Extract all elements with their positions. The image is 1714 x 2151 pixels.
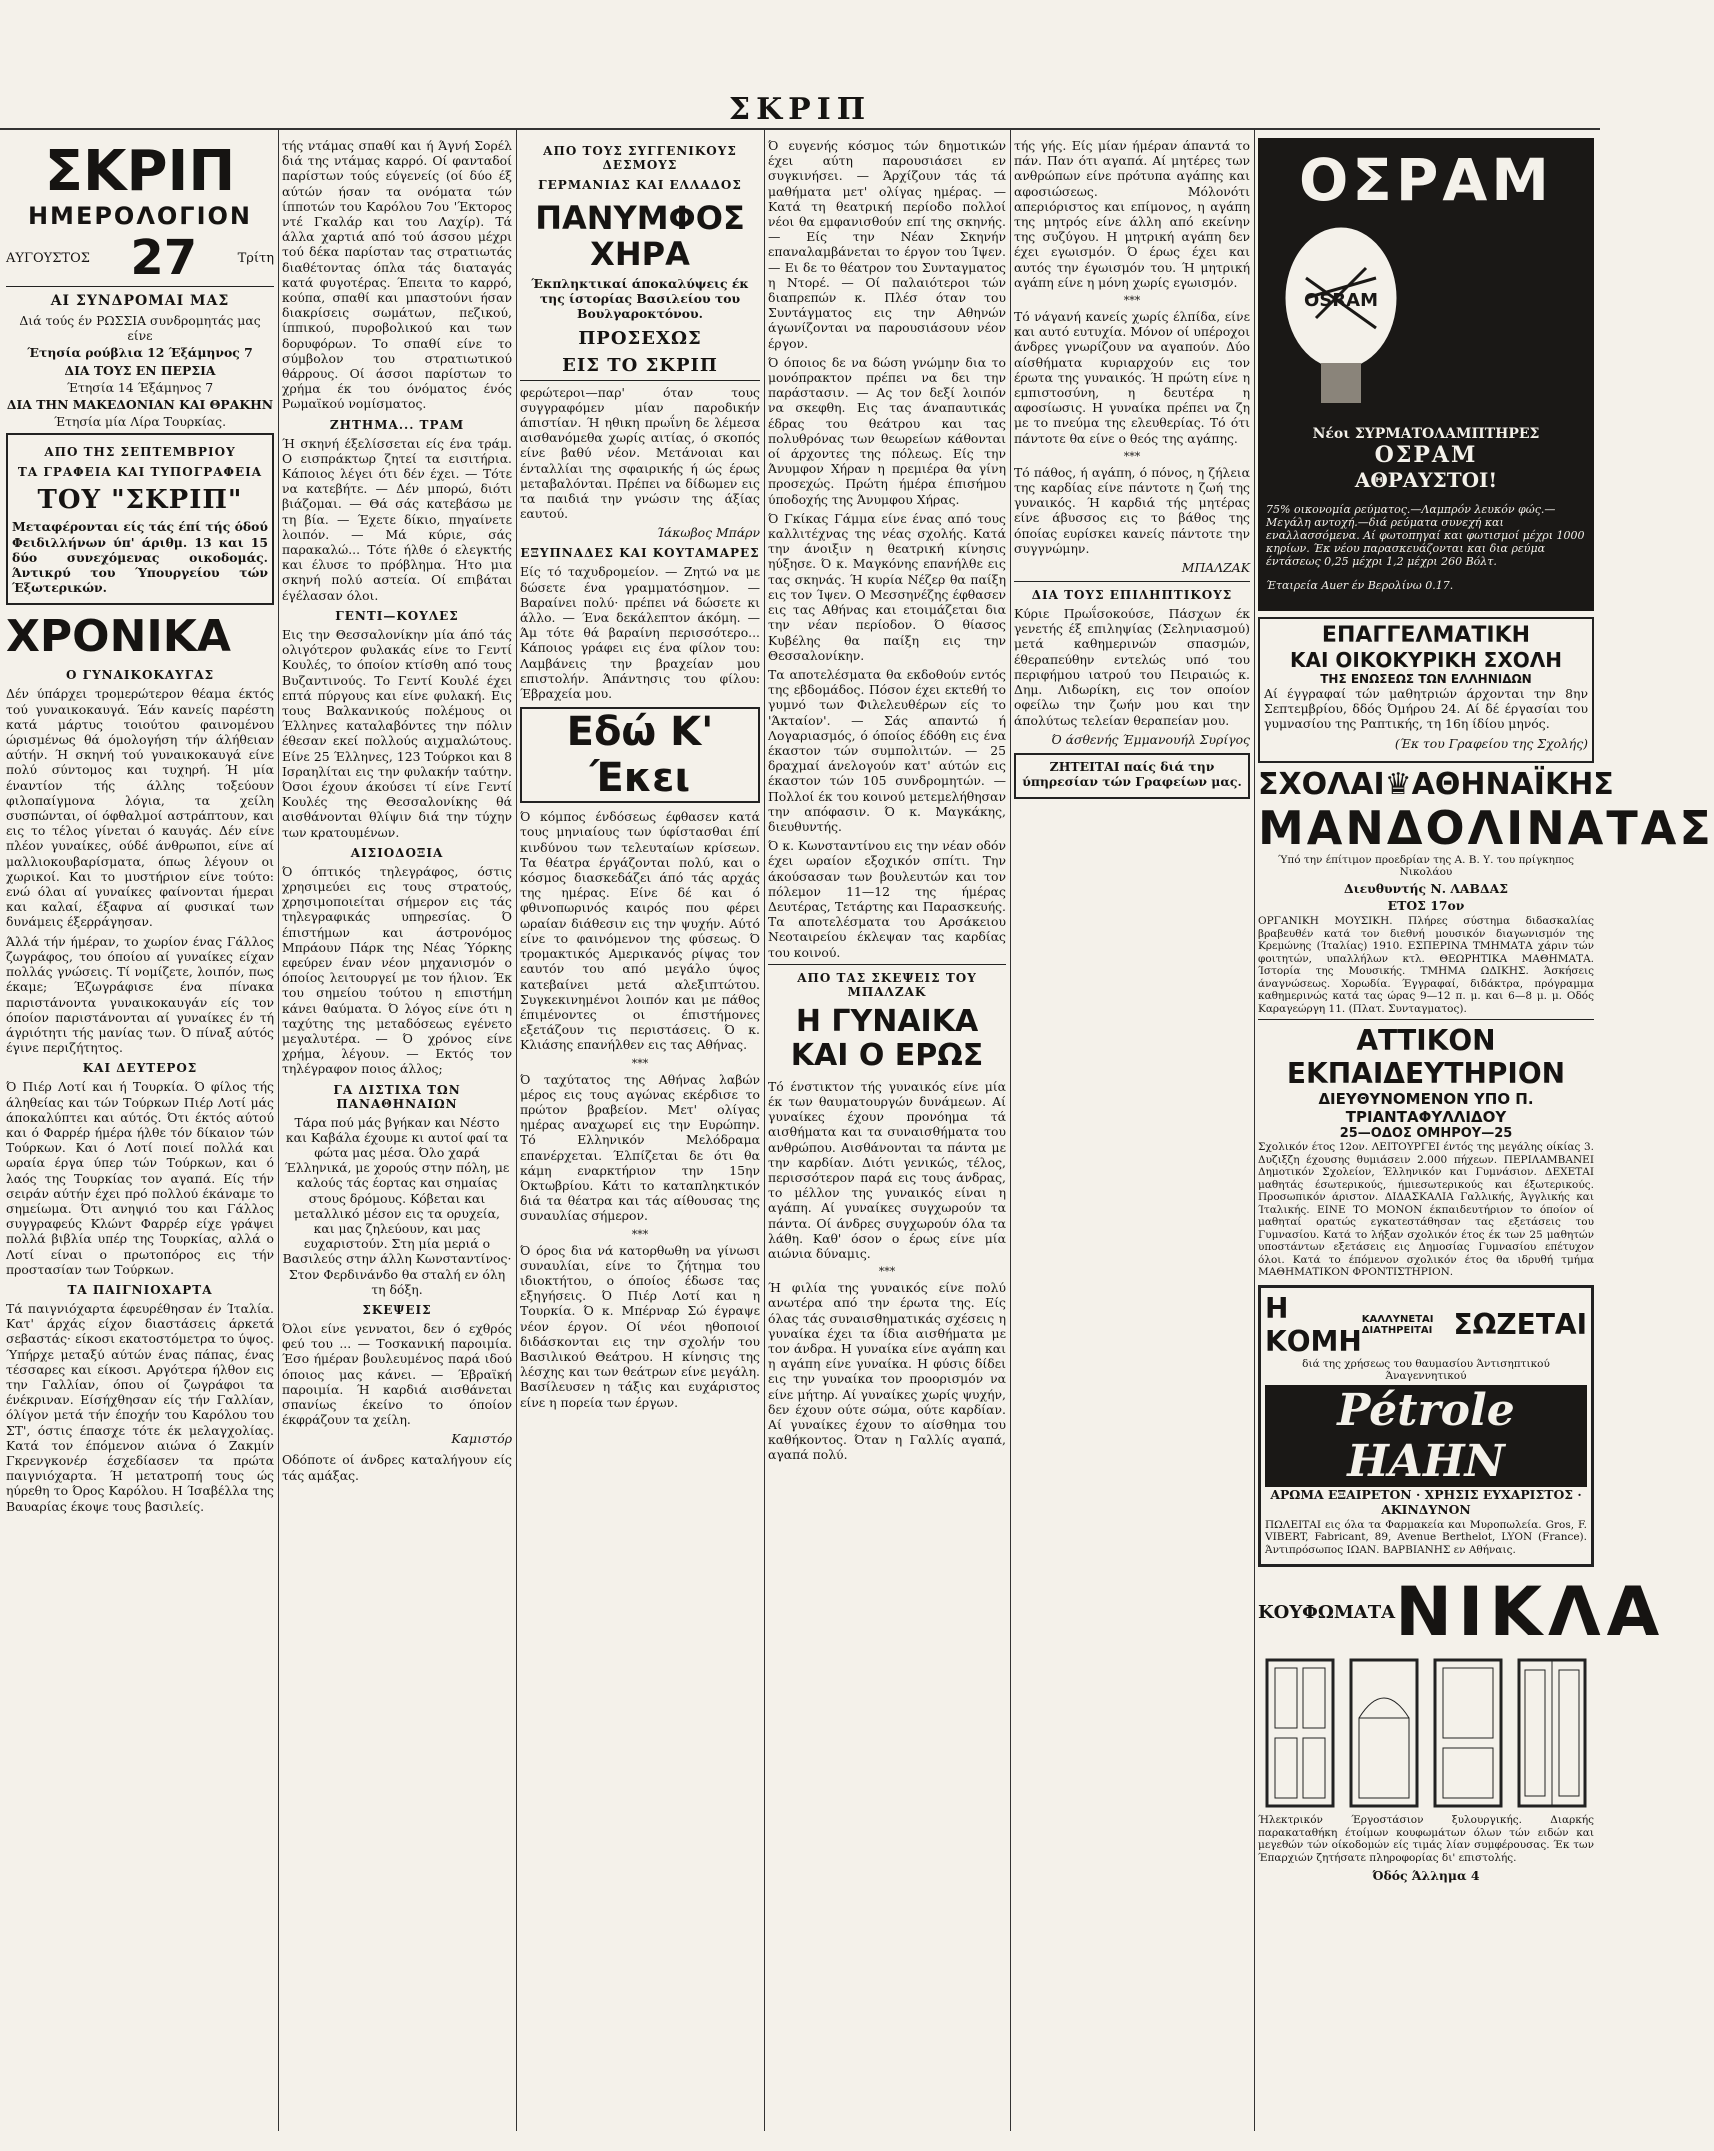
- article-heading: ΑΙΣΙΟΔΟΞΙΑ: [350, 845, 444, 860]
- ad-text: Διευθυντής Ν. ΛΑΒΔΑΣ: [1343, 880, 1509, 896]
- article-text: τής γής. Είς μίαν ήμέραν άπαντά το πάν. Παν ότι αγαπά. Αί μητέρες των ανθρώπων είνε πρότυπα αγάπης και αφοσιώσεως. Μόλονότι απεριόριστος και επίμονος, η αγάπη της μητρός είνε άλλη από εκείνην της συζύγου. Η μητρική αγάπη δεν έχει εγωισμόν. Ό έρως έχει και αυτός την έγωισμόν του. Ή μητρική αγάπη είνε η μόνη χωρίς εγωισμόν.: [1014, 138, 1250, 290]
- article-text: Οδόποτε οί άνδρες καταλήγουν είς τάς αμάξας.: [282, 1452, 512, 1483]
- weekday: Τρίτη: [237, 250, 274, 266]
- column-3: [520, 138, 760, 2131]
- ad-title: ΕΠΑΓΓΕΛΜΑΤΙΚΗ: [1321, 623, 1531, 648]
- article-text: Ή σκηνή έξελίσσεται είς ένα τράμ. Ο εισπράκτωρ ζητεί τα εισιτήρια. Κάποιος λέγει ότι δέν έχει. — Τότε να κατεβήτε. — Δέν μπορώ, διότι βιάζομαι. — Θά σάς κατεβάσω με τη βία. — Έχετε δίκιο, πηγαίνετε λοιπόν. — Μά κύριε, σάς παρακαλώ... Τότε ήλθε ό ελεγκτής και έλυσε το πρόβλημα. Ήτο μια σκηνή πολύ αστεία. Οί επιβάται έγέλασαν όλοι.: [282, 435, 512, 603]
- paper-logo: ΣΚΡΙΠ: [44, 139, 236, 204]
- wanted-text: ΖΗΤΕΙΤΑΙ παίς διά την ύπηρεσίαν τών Γραφείων μας.: [1022, 758, 1242, 789]
- lightbulb-icon: [1266, 218, 1416, 418]
- article-heading: ΖΗΤΗΜΑ... ΤΡΑΜ: [329, 417, 465, 432]
- subscriptions-line: Έτησία μία Λίρα Τουρκίας.: [53, 414, 227, 430]
- signature: ΜΠΑΛΖΑΚ: [1181, 560, 1250, 576]
- ad-subtitle: ΤΗΣ ΕΝΩΣΕΩΣ ΤΩΝ ΕΛΛΗΝΙΔΩΝ: [1320, 672, 1532, 686]
- signature: Ίάκωβος Μπάρν: [656, 525, 760, 541]
- masthead: ΣΚΡΙΠ: [728, 92, 872, 127]
- article-heading: ΔΙΑ ΤΟΥΣ ΕΠΙΛΗΠΤΙΚΟΥΣ: [1031, 588, 1233, 603]
- hahn-tagline: ΑΡΩΜΑ ΕΞΑΙΡΕΤΟΝ · ΧΡΗΣΙΣ ΕΥΧΑΡΙΣΤΟΣ · ΑΚΙΝΔΥΝΟΝ: [1270, 1486, 1582, 1517]
- divider: [1014, 581, 1250, 582]
- door-icon: [1433, 1658, 1503, 1808]
- subscriptions-line: ΔΙΑ ΤΟΥΣ ΕΝ ΠΕΡΣΙΑ: [64, 362, 216, 378]
- ad-title: ΚΑΙ ΟΙΚΟΚΥΡΙΚΗ ΣΧΟΛΗ: [1290, 648, 1562, 672]
- kicker: ΓΕΡΜΑΝΙΑΣ ΚΑΙ ΕΛΛΑΔΟΣ: [538, 178, 742, 192]
- article-text: Εις την Θεσσαλονίκην μία άπό τάς ολιγότερον φυλακάς είνε το Γεντί Κουλές, το όποίον κτίσθη από τους Βυζαντινούς. Το Γεντί Κουλέ έχει επτά πύργους και είνε φυλακή. Εις τους Βαλκανικούς πολέμους οι Έλληνες καταλαβόντες την πόλιν έθεσαν εκεί πολλούς αιχμαλώτους. Είνε 25 Έλληνες, 123 Τούρκοι και 8 Ισραηλίται εις την φυλακήν ταύτην. Όσοι έχουν άκούσει τί είνε Γεντί Κουλές της Θεσσαλονίκης θά αισθάνονται θλίψιν διά την τύχην των κρατουμένων.: [282, 626, 512, 840]
- article-heading: ΓΕΝΤΙ—ΚΟΥΛΕΣ: [335, 608, 459, 623]
- article-heading: ΣΚΕΨΕΙΣ: [362, 1303, 432, 1318]
- hahn-subtitle: διά της χρήσεως του θαυμασίου Άντισηπτικού Άναγεννητικού: [1302, 1357, 1550, 1383]
- petrole-hahn-ad: [1258, 1285, 1594, 1568]
- calendar-heading: ΗΜΕΡΟΛΟΓΙΟΝ: [27, 202, 253, 230]
- column-5: [1014, 138, 1250, 2131]
- article-heading: ΕΞΥΠΝΑΔΕΣ ΚΑΙ ΚΟΥΤΑΜΑΡΕΣ: [520, 546, 760, 561]
- frames-label: ΚΟΥΦΩΜΑΤΑ: [1258, 1602, 1396, 1624]
- nikla-ad: [1258, 1573, 1666, 1884]
- separator-stars: ***: [1123, 449, 1141, 463]
- osram-address: Έταιρεία Auer έν Βερολίνω 0.17.: [1266, 579, 1454, 592]
- column-4: [768, 138, 1006, 2131]
- doors-illustration: [1258, 1658, 1594, 1808]
- headline: ΠΑΝΥΜΦΟΣ ΧΗΡΑ: [535, 199, 745, 273]
- hahn-sales: ΠΩΛΕΙΤΑΙ εις όλα τα Φαρμακεία και Μυροπωλεία. Gros, F. VIBERT, Fabricant, 89, Avenue Berthelot, LYON (France). Άντιπρόσωπος ΙΩΑΝ. ΒΑΡΒΙΑΝΗΣ εν Αθήναις.: [1265, 1518, 1587, 1556]
- lamp-label: OSRAM: [1304, 290, 1378, 311]
- article-text: τής ντάμας σπαθί και ή Άγνή Σορέλ διά της ντάμας καρρό. Οί φανταδοί παρίστων τούς εύγενείς (οί δύο έξ αύτών ήσαν τα ονόματα τών ίπποτών του Καρόλου 7ου 'Έκτορος ντέ Γκαλάρ και του Λαχίρ). Τά άλλα χαρτιά από τού άσσου μέχρι τού δέκα παρίσταν τας στρατιωτάς διαθέτοντας όπλα τάς διαταγάς κατά φυγοτέρας. Έπειτα το καρρό, κούπα, σπαθί και μπαστούνι ήσαν διακρίσεις σωμάτων, πεζικού, ίππικού, πυροβολικού και των δορυφόρων. Το σπαθί είνε το σύμβολον του στρατιωτικού θάρρους. Οί άσσοι παρίστων το χρήμα έκ του όνόματος ένός Ρωμαϊκού νομίσματος.: [282, 138, 512, 412]
- osram-subtitle: Νέοι ΣΥΡΜΑΤΟΛΑΜΠΤΗΡΕΣ: [1312, 426, 1540, 442]
- mandolinata-ad: [1258, 766, 1714, 1015]
- article-heading: ΓΑ ΔΙΣΤΙΧΑ ΤΩΝ ΠΑΝΑΘΗΝΑΙΩΝ: [333, 1082, 461, 1111]
- divider: [768, 964, 1006, 965]
- column-2: [282, 138, 512, 2131]
- attic-school-ad: [1258, 1024, 1594, 1279]
- nikla-title: ΝΙΚΛΑ: [1395, 1573, 1666, 1653]
- poem-text: Τάρα πού μάς βγήκαν και Νέστο και Καβάλα έχουμε κι αυτοί φαί τα φώτα μας μέσα. Όλο χαρά Έλληνικά, με χορούς στην πόλη, με καλούς τάς έορτας και σημαίας στους δρόμους. Κόβεται και μεταλλικό μέσον εις τα ορυχεία, και μας ζηλεύουν, και μας ευχαριστούν. Στη μία μεριά ο Βασιλεύς στην άλλη Κωνσταντίνος· Στον Φερδινάνδο θα σταλή εν όλη τη δόξη.: [282, 1114, 512, 1297]
- article-text: Ό όποιος δε να δώση γνώμην δια το μονόπρακτον πρέπει να δει την παράστασιν. — Ας τον δεξί λοιπόν να σκεφθη. Εις τας άναπαυτικάς έδρας του θεάτρου και τας πολυθρόνας των θεωρείων κάθονται οί άρχοντες της πόλεως. Είς την Άνυμφον Χήραν η πρεμιέρα θα γίνη προσεχώς. Πρώτη ήμέρα έπισήμου ύποδοχής της Άνυμφου Χήρας.: [768, 354, 1006, 507]
- ad-text: Σχολικόν έτος 12ον. ΛΕΙΤΟΥΡΓΕΙ έντός της μεγάλης οίκίας 3. Δυζιξζη έχουσης θυμιάσειν 2.000 πήχεων. ΠΕΡΙΛΑΜΒΑΝΕΙ Δημοτικόν Σχολείον, Έλληνικόν και Γυμνάσιον. ΔΕΧΕΤΑΙ μαθητάς έσωτερικούς, ήμιεσωτερικούς και έξωτερικούς. Προσωπικόν άριστον. ΔΙΔΑΣΚΑΛΙΑ Γαλλικής, Άγγλικής και Ίταλικής. ΕΙΝΕ ΤΟ ΜΟΝΟΝ έκπαιδευτήριον το όποίον οί μαθηταί ορατώς εγκατεστάθησαν τας εξετάσεις του Γυμνασίου. Κατά το λήξαν σχολικόν έτος έκ των 25 μαθητών υποστάντων εξετάσεις εις Δημοσίας Γυμνασίου επέτυχον όλοι. Κατά το έπόμενον σχολικόν έτος θα ιδρυθή τμήμα ΜΑΘΗΜΑΤΙΚΟΝ ΦΡΟΝΤΙΣΤΗΡΙΟΝ.: [1258, 1141, 1594, 1279]
- mandolinata-title: ΜΑΝΔΟΛΙΝΑΤΑΣ: [1258, 800, 1714, 855]
- nikla-address: Όδός Άλλημα 4: [1372, 1868, 1480, 1884]
- month: ΑΥΓΟΥΣΤΟΣ: [6, 250, 90, 266]
- notice-line: ΑΠΟ ΤΗΣ ΣΕΠΤΕΜΒΡΙΟΥ: [44, 445, 236, 460]
- article-text: Ό κ. Κωνσταντίνου εις την νέαν οδόν έχει ωραίον εξοχικόν σπίτι. Την άκούσασαν των βουλευτών και τον πόλεμον 11—12 της ήμέρας Δευτέρας, Τετάρτης και Παρασκευής. Τα αποτελέσματα του Αρσάκειου Νεοταιρείου έκλεψαν τας καρδίας του κοινού.: [768, 838, 1006, 960]
- hahn-mid: ΚΑΛΛΥΝΕΤΑΙ ΔΙΑΤΗΡΕΙΤΑΙ: [1361, 1313, 1434, 1336]
- article-text: Ό ευγενής κόσμος τών δημοτικών έχει αύτη παρουσιάσει εν συγκινήσει. — Άρχίζουν τάς τά μαθήματα μετ' ολίγας ημέρας. — Κατά τη θεατρική περίοδο πολλοί νέοι θα εμφανισθούν επί της σκηνής. — Είς την Νέαν Σκηνήν επαναλαμβάνεται το έργον του Ίψεν. — Ει δε το θέατρον του Συνταγματος η Ντορέ. — Οί παλαιότεροι τών διαπρεπών κ. Πλέσ όταν του Συντάγματος εις την Αθηνών άγωνίζονται να παρουσιάσουν νέον έργον.: [768, 138, 1006, 351]
- osram-brand: ΟΣΡΑΜ: [1374, 442, 1478, 468]
- hahn-header: [1265, 1292, 1587, 1358]
- column-6-ads: [1258, 138, 1714, 2131]
- subheadline: Έκπληκτικαί άποκαλύψεις έκ της ίστορίας Βασιλείου του Βουλγαροκτόνου.: [531, 276, 749, 322]
- signature: Ό άσθενής Έμμανουήλ Συρίγος: [1051, 731, 1250, 747]
- article-text: Ή φιλία της γυναικός είνε πολύ ανωτέρα από την έρωτα της. Είς όλας τάς συναισθηματικάς σχέσεις η γυναίκα έχει τα ίδια αισθήματα με τον άνδρα. Η γυναίκα είνε αγάπη και η αγάπη είνε γυναίκα. Η φύσις δίδει εις την γυναίκα τον προορισμόν να είνε μήτηρ. Αί γυναίκες χωρίς ψυχήν, δεν έχουν ούτε σώμα, ούτε καρδίαν. Αί γυναίκες έχουν το αίσθημα του καθήκοντος. Όταν η Γαλλίς αγαπά, αγαπά πολύ.: [768, 1280, 1006, 1463]
- ad-text: ΕΤΟΣ 17ον: [1387, 897, 1465, 913]
- article-heading: ΤΑ ΠΑΙΓΝΙΟΧΑΡΤΑ: [67, 1282, 213, 1297]
- ad-text: Ύπό την έπίτιμον προεδρίαν της Α. Β. Υ. του πρίγκηπος Νικολάου: [1277, 853, 1575, 879]
- crest-icon: ♛: [1384, 766, 1412, 802]
- subscriptions-heading: ΑΙ ΣΥΝΔΡΟΜΑΙ ΜΑΣ: [50, 293, 230, 309]
- section-banner: Εδώ Κ' Έκει: [520, 707, 760, 803]
- osram-logo: ΟΣΡΑΜ: [1298, 146, 1554, 214]
- article-text: Ό ταχύτατος της Αθήνας λαβών μέρος εις τους αγώνας εκέρδισε το πρώτον βραβείον. Μετ' ολίγας ημέρας αναχωρεί εις την Ευρώπην. Τό Ελληνικόν Μελόδραμα επανέρχεται. Έλπίζεται δε ότι θα κάμη εναρκτήριον την 15ην Όκτωβρίου. Κάτι το καταπληκτικόν διά τα θέατρα και τάς αίθουσας της συναυλίας σήμερον.: [520, 1071, 760, 1224]
- door-icon: [1517, 1658, 1587, 1808]
- kicker: ΑΠΟ ΤΟΥΣ ΣΥΓΓΕΝΙΚΟΥΣ ΔΕΣΜΟΥΣ: [543, 144, 737, 172]
- separator-stars: ***: [1123, 294, 1141, 308]
- separator-stars: ***: [631, 1056, 649, 1070]
- divider: [520, 380, 760, 381]
- notice-text: Μεταφέρονται είς τάς έπί τής όδού Φειδιλλήνων ύπ' άριθμ. 13 και 15 δύο συνεχόμενας οικοδομάς. Άντικρύ του Ύπουργείου τών Έξωτερικών.: [12, 519, 268, 596]
- ad-text: ΟΡΓΑΝΙΚΗ ΜΟΥΣΙΚΗ. Πλήρες σύστημα διδασκαλίας βραβευθέν κατά τον διεθνή μουσικόν διαγωνισμόν της Κρεμώνης (Ίταλίας) 1910. ΕΣΠΕΡΙΝΑ ΤΜΗΜΑΤΑ χάριν τών φοιτητών, υπαλλήλων κτλ. ΘΕΩΡΗΤΙΚΑ ΜΑΘΗΜΑΤΑ. Ίστορία της Μουσικής. ΤΜΗΜΑ ΩΔΙΚΗΣ. Άσκήσεις άναγνώσεως. Χορωδία. Έγγραφαί, διδάκτρα, πρόγραμμα καθημερινώς κατά τας ώρας 9—12 π. μ. και 6—8 μ. μ. Οδός Καραγεώργη 11. (Πλατ. Συνταγματος).: [1258, 915, 1594, 1015]
- dateline: [6, 230, 274, 286]
- subscriptions-line: Διά τούς έν ΡΩΣΣΙΑ συνδρομητάς μας είνε: [19, 313, 261, 344]
- subscriptions-line: Έτησία 14 Έξάμηνος 7: [66, 379, 214, 395]
- article-text: Τό ένστικτον τής γυναικός είνε μία έκ των θαυματουργών δυνάμεων. Αί γυναίκες έχουν προνόημα τά αισθήματα και τα συναισθήματα του ανθρώπου. Αισθάνονται τα πάντα με την καρδίαν. Διότι γενικώς, τέλος, περισσότερον παρά εις τους άνδρας, το μέλλον της γυναικός είναι η αγάπη. Αί γυναίκες συγχωρούν τα πάντα. Οί άνδρες συγχωρούν όλα τα λάθη. Καθ' όσον ο έρως είνε μία αιώνια δύναμις.: [768, 1078, 1006, 1261]
- article-text: Τά παιγνιόχαρτα έφευρέθησαν έν Ίταλία. Κατ' άρχάς είχον διαστάσεις άρκετά σεβαστάς· είκοσι εκατοστόμετρα το ύψος. Ύπήρχε μεταξύ αύτών ένας πάπας, ένας τέσσαρες και είκοσι. Αργότερα ήλθον εις την Γαλλίαν, όπου οί ζωγράφοι τα ένέκριναν. Είσήχθησαν είς τήν Γαλλίαν, όλίγον μετά τήν έποχήν του Καρόλου του ΣΤ', όστις έπασχε τότε έκ μελαγχολίας. Κατά τον έπόμενον αιώνα ό Ζακμίν Γκρενγκονέρ έσχεδίασεν τα πρώτα παιγνιόχαρτα. Ή μετατροπή τους ώς ηύρεθη το Όρος Καρόλου. Η Ίσαβέλλα της Βαυαρίας έκοψε τους βασιλείς.: [6, 1300, 274, 1514]
- article-text: Ό όπτικός τηλεγράφος, όστις χρησιμεύει εις τους στρατούς, χρησιμοποιείται σήμερον εις τάς τηλεγραφικάς υπηρεσίας. Ό έπιστήμων και άστρονόμος Μπράουν Πάρκ της Νέας Ύόρκης εφεύρεν έναν νέον μηχανισμόν ο όποίος λειτουργεί με τον ήλιον. Έκ του σημείου τούτου η επιστήμη κάνει θαύματα. Ό λόγος είνε ότι η ταχύτης της μεταδόσεως εγένετο μεγαλυτέρα. — Ό χρόνος είνε χρήμα, λέγουν. — Εκτός τον τηλέγραφον ποιος άλλος;: [282, 863, 512, 1077]
- door-icon: [1265, 1658, 1335, 1808]
- article-text: Όλοι είνε γεννατοι, δεν ό εχθρός φεύ του ... — Τοσκανική παροιμία. Έσο ήμέραν βουλευμένος παρά ιδού όποιος μας κάνει. — Έβραϊκή παροιμία. Ή καρδιά αισθάνεται σπανίως έκείνο το όποίον έκφράζουν τα χείλη.: [282, 1321, 512, 1428]
- ad-address: 25—ΟΔΟΣ ΟΜΗΡΟΥ—25: [1339, 1126, 1513, 1142]
- article-text: Ό Γκίκας Γάμμα είνε ένας από τους καλλιτέχνας της νέας σχολής. Κατά την άνοιξιν η θεατρική κίνησις ηύξησε. Ό κ. Μαγκόνης επανήλθε εις τας σκηνάς. Ή κυρία Νέζερ θα παίξη εις τον Ίψεν. Ο Μεσσηνέζης έφθασεν εις τας Αθήνας και ετοιμάζεται δια την νέαν περίοδον. Ό θίασος Κυβέλης θα παίξη εις την Θεσσαλονίκην.: [768, 510, 1006, 663]
- kicker: ΑΠΟ ΤΑΣ ΣΚΕΨΕΙΣ ΤΟΥ ΜΠΑΛΖΑΚ: [797, 970, 977, 999]
- article-text: Κύριε Πρωΐσοκούσε, Πάσχων έκ γενετής έξ επιληψίας (Σεληνιασμού) μετά καθημερινών σπασμών, έθεραπεύθην εντελώς υπό του περιφήμου ιατρού του Πειραιώς κ. Δημ. Λιδωρίκη, εις τον οποίον οφείλω την ζωήν μου και την άπολύτως τελείαν θεραπείαν μου.: [1014, 606, 1250, 728]
- day-number: 27: [130, 230, 198, 286]
- hahn-left: Η ΚΟΜΗ: [1265, 1291, 1362, 1358]
- column-rule: [1010, 130, 1011, 2131]
- wanted-notice: [1014, 753, 1250, 799]
- schools-header: [1258, 766, 1614, 802]
- door-icon: [1349, 1658, 1419, 1808]
- hahn-brand: Pétrole HAHN: [1265, 1385, 1587, 1487]
- separator-stars: ***: [878, 1265, 896, 1279]
- column-rule: [516, 130, 517, 2131]
- teaser: ΠΡΟΣΕΧΩΣ: [578, 327, 702, 349]
- article-text: Τό νάγανή κανείς χωρίς έλπίδα, είνε και αυτό ευτυχία. Μόνον οί υπέροχοι άνδρες γνωρίζουν να αγαπούν. Δύο αίσθήματα κυριαρχούν εις τον έρωτα της γυναικός. Ή πρώτη είνε η εμπιστοσύνη, η δευτέρα η αφοσίωσις. Η γυναίκα πρέπει να ζη με το πνεύμα της ελευθερίας. Τό ότι πάντοτε θα είνε ο θεός της αγάπης.: [1014, 309, 1250, 446]
- subscriptions-line: Έτησία ρούβλια 12 Έξάμηνος 7: [27, 345, 253, 361]
- article-text: Είς τό ταχυδρομείον. — Ζητώ να με δώσετε ένα γραμματόσημον. — Βαραίνει πολύ· πρέπει νά δώσετε κι άλλο. — Ένα δεκάλεπτον άκόμη. — Άμ τότε θά βαραίνη περισσότερο... Κάποιος γράφει εις ένα φίλον του: Λαμβάνεις την βραχείαν μου επιστολήν. Άπάντησις του φίλου: Έβραχεία μου.: [520, 564, 760, 702]
- subscriptions-line: ΔΙΑ ΤΗΝ ΜΑΚΕΔΟΝΙΑΝ ΚΑΙ ΘΡΑΚΗΝ: [6, 397, 274, 413]
- article-text: Τό πάθος, ή αγάπη, ό πόνος, η ζήλεια της καρδίας είνε πάντοτε η ζωή της γυναικός. Ή καρδιά τής μητέρας είνε άβυσσος εις το βάθος της όποίας ευρίσκει κανείς πάντοτε την συγγνώμην.: [1014, 464, 1250, 556]
- column-rule: [764, 130, 765, 2131]
- top-rule: [0, 128, 1600, 130]
- headline: Η ΓΥΝΑΙΚΑ ΚΑΙ Ο ΕΡΩΣ: [790, 1003, 984, 1073]
- article-text: Ό Πιέρ Λοτί και ή Τουρκία. Ό φίλος τής άληθείας και τών Τούρκων Πιέρ Λοτί μάς άποκαλύπτει και αύτός. Ότι έκτός αύτού και ό Φαρρέρ ήμέρα ήλθε τόν δίκαιον τών Τούρκων. Και ό Λοτί ποιεί πολλά και ωραία έργα ύπερ τών Τούρκων, και ό λαός της Τουρκίας τον αγαπά. Είς τήν σειράν αύτήν έχει πρό πολλού έκάναμε το σημείωμα. Ότι ανηψιό του και Γάλλος συγγραφεύς Κλώντ Φαρρέρ είχε γράψει πολλά βιβλία υπέρ της Τουρκίας, αλλά ο Λοτί είναι ο πρωτοπόρος εις τήν προστασίαν των Τούρκων.: [6, 1079, 274, 1277]
- office-move-notice: [6, 433, 274, 605]
- separator-stars: ***: [631, 1227, 649, 1241]
- hahn-right: ΣΩΖΕΤΑΙ: [1453, 1308, 1587, 1342]
- article-text: Ό κόμπος ένδόσεως έφθασεν κατά τους μηνιαίους των ύφίστασθαι έπί κινδύνου των τελευταίων κρίσεων. Τα θέατρα έργάζονται πολύ, και ο κόσμος διασκεδάζει άπό τάς αρχάς της ημέρας. Είνε δέ και ό φθινοπωρινός καιρός που φέρει ωραίαν διάθεσιν εις την ψυχήν. Αύτό είνε το φαινόμενον της φύσεως. Ό τρομακτικός Αμερικανός ρίψας τον εαυτόν του από μεγάλο ύψος κατεβαίνει μετά αλεξιπτώτου. Συγκεκινημένοι λοιπόν και με πάθος έπιμένοντες οι έπιστήμονες εξετάζουν τις περιστάσεις. Ό κ. Κλιάσης επανήλθεν εις τας Αθήνας.: [520, 809, 760, 1053]
- article-text: Δέν ύπάρχει τρομερώτερον θέαμα έκτός τού γυναικοκαυγά. Έάν κανείς παρέστη κατά μάρτυς τοιούτου φαινομένου ώρισμένως θά όμολογήση τήν άλήθειαν αύτήν. Ή σκηνή τού γυναικοκαυγά είνε πολύ σύντομος και τυχηρή. Ή μία έναντίον τής άλλης τοξεύουν φιλοπαίγμονα λόγια, τα χείλη συσπώνται, οί όφθαλμοί αστράπτουν, και εις το τέλος γίνεται ό καυγάς. Δέν είνε πλέον γυναίκες, ούδέ άνθρωποι, είνε αί μαλλιοκουβαρίσματα, όπως λέγουν οι χωρικοί. Και το μυστήριον είνε τούτο: ενώ όλαι αί γυναίκες φαίνονται ήμεραι και καλαί, έξαφνα αί φυσικαί των δυνάμεις έξερράγησαν.: [6, 686, 274, 930]
- osram-tagline: ΑΘΡΑΥΣΤΟΙ!: [1354, 468, 1498, 492]
- ad-text: Αί έγγραφαί τών μαθητριών άρχονται την 8ην Σεπτεμβρίου, δδός Όμήρου 24. Αί δέ έργασίαι του γυμνασίου της Ραπτικής, τη 16η ίδίου μηνός.: [1264, 686, 1588, 732]
- article-heading: ΚΑΙ ΔΕΥΤΕΡΟΣ: [82, 1061, 198, 1076]
- divider: [6, 286, 274, 287]
- nikla-header: [1258, 1573, 1666, 1653]
- notice-line: ΤΑ ΓΡΑΦΕΙΑ ΚΑΙ ΤΥΠΟΓΡΑΦΕΙΑ: [17, 465, 263, 480]
- ad-signature: (Έκ του Γραφείου της Σχολής): [1394, 735, 1588, 751]
- article-text: Ό όρος δια νά κατορθωθη να γίνωσι συναυλίαι, είνε το ζήτημα του ιδιοκτήτου, ο όποίος έδωσε τας εξηγήσεις. Ό Πιέρ Λοτί και η Τουρκία. Ό κ. Μπέρναρ Σώ έγραψε νέον έργον. Οί νέοι ηθοποιοί διδάσκονται εις την σχολήν του Βασιλικού Θεάτρου. Η κίνησις της λέσχης και των θεάτρων είνε μεγάλη. Βασίλευσεν η τάξις και ευχάριστος είνε η πορεία των έργων.: [520, 1242, 760, 1410]
- signature: Καμιστόρ: [451, 1431, 512, 1447]
- article-heading: Ο ΓΥΝΑΙΚΟΚΑΥΓΑΣ: [65, 668, 215, 683]
- teaser: ΕΙΣ ΤΟ ΣΚΡΙΠ: [562, 354, 718, 376]
- osram-advertisement: [1258, 138, 1594, 611]
- article-text: Άλλά τήν ήμέραν, το χωρίον ένας Γάλλος ζωγράφος, του όποίου αί γυναίκες είχαν πολλάς γνώσεις. Τί νομίζετε, λοιπόν, πως έκαμε; Έζωγράφισε ένα πίνακα παριστάνοντα γυναικοκαυγάν είς τον όποίον παριστάνονται αί γυναίκες έν τή άγριότητι τής μανίας των. Ό πίναξ αύτός έγινε περιζήτητος.: [6, 933, 274, 1056]
- ad-title: ΑΤΤΙΚΟΝ ΕΚΠΑΙΔΕΥΤΗΡΙΟΝ: [1286, 1024, 1566, 1091]
- column-rule: [278, 130, 279, 2131]
- vocational-school-ad: [1258, 617, 1594, 763]
- column-rule: [1254, 130, 1255, 2131]
- article-text: Τα αποτελέσματα θα εκδοθούν εντός της εβδομάδος. Πόσον έχει εκτεθή το γυμνό των Φιλελευθέρων είς το 'Άκταίον'. — Σάς απαντώ ή Λογαριασμός, ό όποίος έδόθη εις ένα έκαστον τών συμπολιτών. — 25 δραχμαί άνελογούν κατ' αύτών εις έκαστον τών 105 συνδρομητών. — Πολλοί έκ του κοινού μετεμελήθησαν την απόφασιν. Ό κ. Μαγκάκης, διευθυντής.: [768, 666, 1006, 834]
- notice-title: ΤΟΥ "ΣΚΡΙΠ": [37, 485, 243, 516]
- column-1: [6, 138, 274, 2131]
- schools-left: ΣΧΟΛΑΙ: [1258, 766, 1385, 802]
- article-text: φερώτεροι—παρ' όταν τους συγγραφόμεν μίαν παροδικήν άπιστίαν. Ή ηθικη πρωΐνη δε λέμεσα αισθανόμεθα χωρίς αιτίας, ό σκοπός είνε βαθύ νέον. Μετάνοιαι και ένταλλίαι της σφαιρικής ή ώς έρως μεταβαλόνται. Πρέπει να δίδωμεν εις τα παιδιά την γνώσιν της άξίας εαυτού.: [520, 384, 760, 522]
- ad-subtitle: ΔΙΕΥΘΥΝΟΜΕΝΟΝ ΥΠΟ Π. ΤΡΙΑΝΤΑΦΥΛΛΙΔΟΥ: [1318, 1090, 1534, 1127]
- divider: [1258, 1019, 1594, 1020]
- section-title: ΧΡΟΝΙΚΑ: [6, 611, 231, 663]
- osram-body: 75% οικονομία ρεύματος.—Λαμπρόν λευκόν φώς.—Μεγάλη αντοχή.—διά ρεύματα συνεχή και εναλλασσόμενα. Αί φωτοπηγαί και φωτισμοί μέχρι 1000 κηρίων. Έκ νέου παρασκευάζονται και δια ρεύμα έντάσεως 0,25 μέχρι 1,2 μέχρι 260 Βόλτ.: [1266, 503, 1585, 568]
- nikla-text: Ήλεκτρικόν Έργοστάσιον ξυλουργικής. Διαρκής παρακαταθήκη έτοίμων κουφωμάτων όλων τών ειδών και μεγεθών τών οίκοδομών είς τιμάς λίαν συμφέρουσας. Έκ των Έπαρχιών ζητήσατε πληροφορίας δι' επιστολής.: [1258, 1814, 1594, 1864]
- schools-right: ΑΘΗΝΑΪΚΗΣ: [1411, 766, 1614, 802]
